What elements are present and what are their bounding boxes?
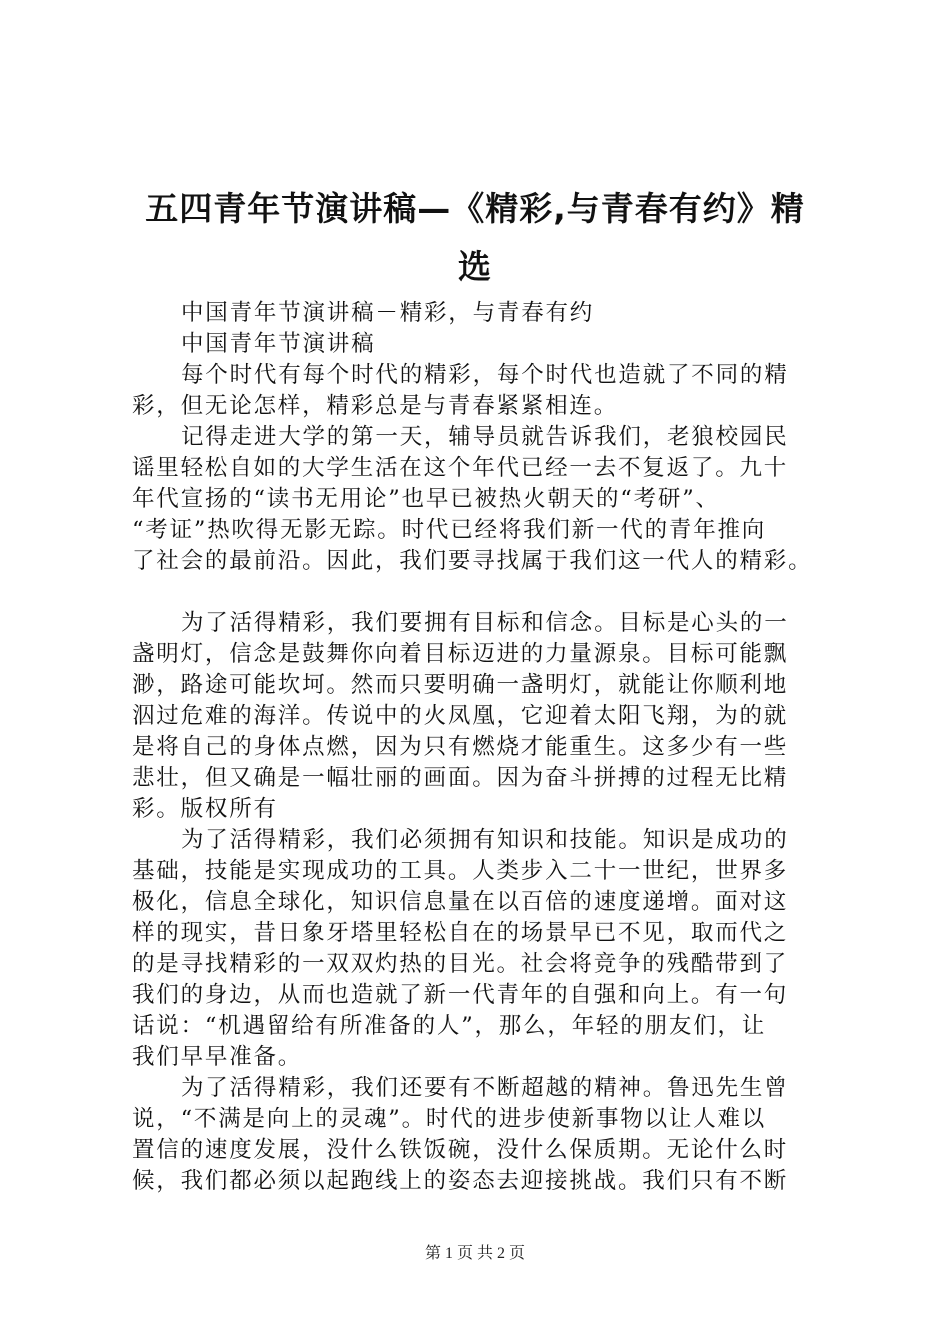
body-line: 为了活得精彩，我们必须拥有知识和技能。知识是成功的	[181, 827, 789, 853]
body-line: “考证”热吹得无影无踪。时代已经将我们新一代的青年推向	[132, 517, 767, 543]
body-line: 彩。版权所有	[132, 796, 278, 822]
body-line: 基础，技能是实现成功的工具。人类步入二十一世纪，世界多	[132, 858, 789, 884]
body-line: 的是寻找精彩的一双双灼热的目光。社会将竞争的残酷带到了	[132, 951, 789, 977]
body-line: 我们早早准备。	[132, 1044, 303, 1070]
body-line: 泅过危难的海洋。传说中的火凤凰，它迎着太阳飞翔，为的就	[132, 703, 789, 729]
body-line: 了社会的最前沿。因此，我们要寻找属于我们这一代人的精彩。	[132, 548, 813, 574]
title-line: 五四青年节演讲稿—《精彩,与青春有约》精	[145, 189, 805, 228]
body-line: 彩，但无论怎样，精彩总是与青春紧紧相连。	[132, 393, 619, 419]
body-line: 样的现实，昔日象牙塔里轻松自在的场景早已不见，取而代之	[132, 920, 789, 946]
body-line: 中国青年节演讲稿－精彩，与青春有约	[181, 300, 595, 326]
document-body	[132, 298, 832, 1197]
body-line: 渺，路途可能坎坷。然而只要明确一盏明灯，就能让你顺利地	[132, 672, 789, 698]
body-line: 每个时代有每个时代的精彩，每个时代也造就了不同的精	[181, 362, 789, 388]
page-footer: 第 1 页 共 2 页	[424, 1245, 525, 1262]
body-line: 话说：“机遇留给有所准备的人”，那么，年轻的朋友们，让	[132, 1013, 767, 1039]
body-line: 我们的身边，从而也造就了新一代青年的自强和向上。有一句	[132, 982, 789, 1008]
body-line: 记得走进大学的第一天，辅导员就告诉我们，老狼校园民	[181, 424, 789, 450]
body-line: 悲壮，但又确是一幅壮丽的画面。因为奋斗拼搏的过程无比精	[132, 765, 789, 791]
body-line: 年代宣扬的“读书无用论”也早已被热火朝天的“考研”、	[132, 486, 720, 512]
body-line: 是将自己的身体点燃，因为只有燃烧才能重生。这多少有一些	[132, 734, 789, 760]
body-line: 说，“不满是向上的灵魂”。时代的进步使新事物以让人难以	[132, 1106, 767, 1132]
body-line: 极化，信息全球化，知识信息量在以百倍的速度递增。面对这	[132, 889, 789, 915]
body-line: 置信的速度发展，没什么铁饭碗，没什么保质期。无论什么时	[132, 1137, 789, 1163]
body-line: 为了活得精彩，我们还要有不断超越的精神。鲁迅先生曾	[181, 1075, 789, 1101]
body-line: 中国青年节演讲稿	[181, 331, 376, 357]
blank-line	[132, 577, 832, 608]
body-line: 为了活得精彩，我们要拥有目标和信念。目标是心头的一	[181, 610, 789, 636]
body-line: 盏明灯，信念是鼓舞你向着目标迈进的力量源泉。目标可能飘	[132, 641, 789, 667]
body-line: 谣里轻松自如的大学生活在这个年代已经一去不复返了。九十	[132, 455, 789, 481]
document-title	[118, 180, 832, 296]
body-line: 候，我们都必须以起跑线上的姿态去迎接挑战。我们只有不断	[132, 1168, 789, 1194]
title-line: 选	[458, 247, 492, 286]
